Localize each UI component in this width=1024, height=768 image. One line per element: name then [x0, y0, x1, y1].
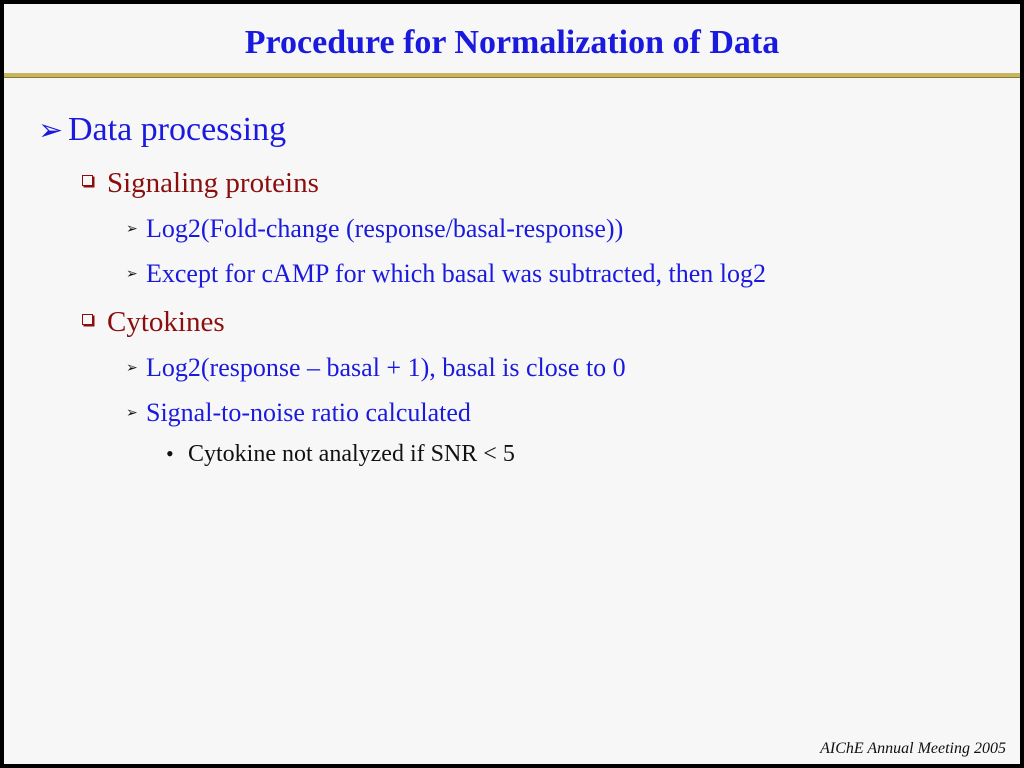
bullet-text: Log2(response – basal + 1), basal is close to 0	[146, 353, 626, 382]
square-bullet-icon	[82, 175, 93, 186]
bullet-log2-response	[126, 353, 626, 383]
bullet-camp-exception	[126, 259, 766, 289]
bullet-text: Data processing	[68, 111, 287, 148]
title-divider	[4, 73, 1020, 78]
bullet-text: Cytokine not analyzed if SNR < 5	[188, 441, 515, 467]
arrow-bullet-icon: ➢	[126, 222, 138, 237]
dot-bullet-icon: •	[166, 441, 174, 466]
arrow-bullet-icon: ➢	[126, 267, 138, 282]
bullet-signaling-proteins	[82, 167, 319, 200]
arrow-bullet-icon: ➢	[126, 406, 138, 421]
bullet-log2-fold-change	[126, 214, 623, 244]
bullet-data-processing	[38, 111, 286, 149]
bullet-text: Signaling proteins	[107, 167, 319, 199]
bullet-cytokines	[82, 306, 225, 339]
bullet-text: Log2(Fold-change (response/basal-response))	[146, 214, 624, 243]
slide-title: Procedure for Normalization of Data	[244, 24, 780, 61]
bullet-text: Signal-to-noise ratio calculated	[146, 398, 471, 427]
bullet-snr-threshold	[166, 441, 515, 468]
bullet-text: Cytokines	[107, 306, 225, 338]
arrow-bullet-icon: ➢	[126, 361, 138, 376]
arrow-bullet-icon: ➢	[38, 114, 64, 147]
bullet-text: Except for cAMP for which basal was subtracted, then log2	[146, 259, 766, 288]
square-bullet-icon	[82, 314, 93, 325]
bullet-snr-calculated	[126, 398, 471, 428]
slide-footer: AIChE Annual Meeting 2005	[820, 740, 1006, 757]
slide	[4, 4, 1020, 764]
